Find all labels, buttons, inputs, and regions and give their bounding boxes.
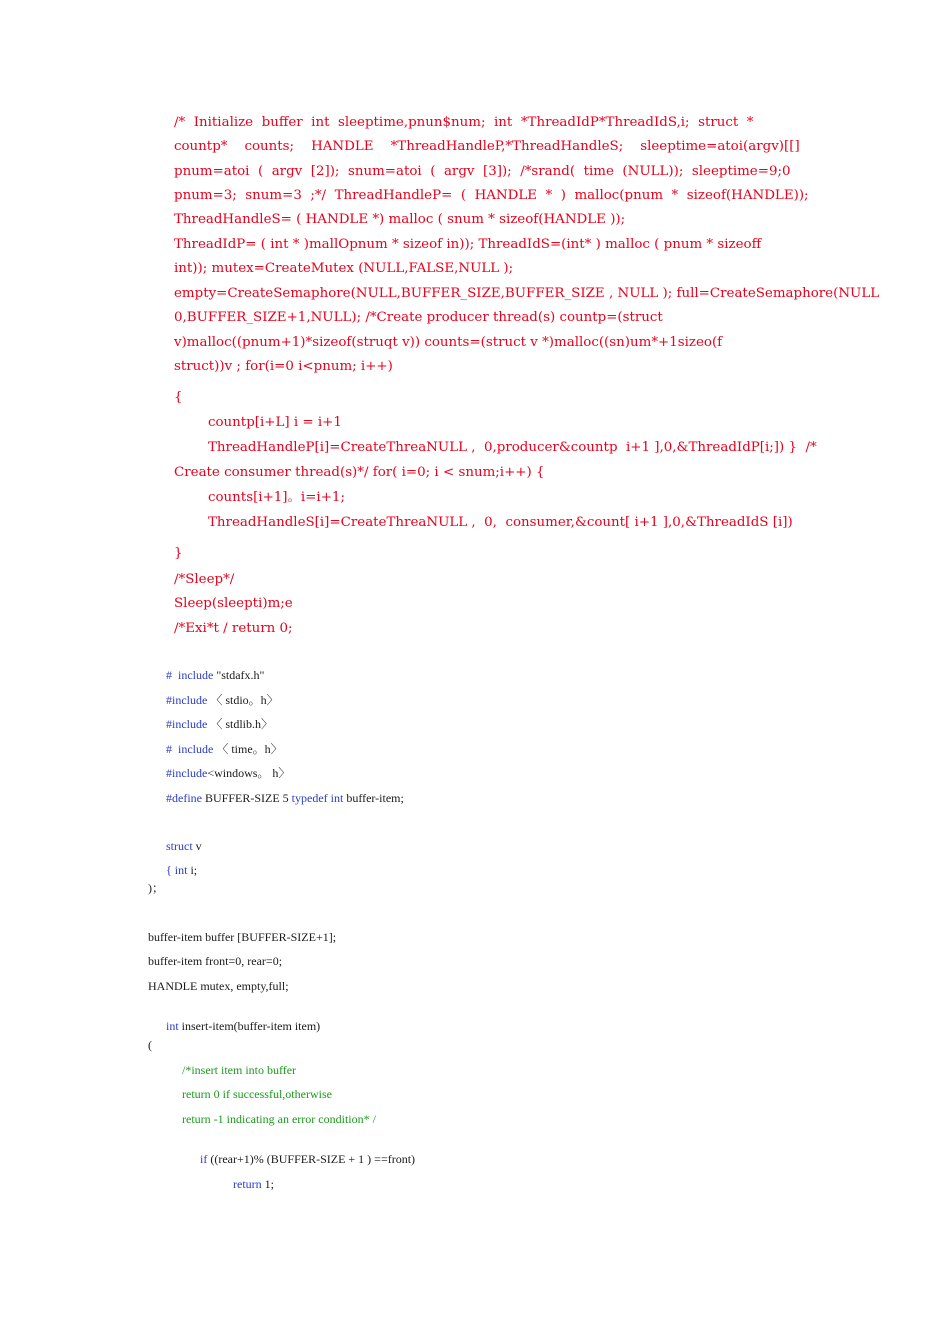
code-line: pnum=3; snum=3 ;*/ ThreadHandleP= ( HANDLE * ) malloc(pnum * sizeof(HANDLE)); xyxy=(174,188,809,203)
include-keyword: include xyxy=(178,668,214,682)
return-line xyxy=(215,1160,274,1208)
include-target: 〈 stdlib.h〉 xyxy=(210,717,274,731)
code-line: ThreadIdP= ( int * )mallOpnum * sizeof in)); ThreadIdS=(int* ) malloc ( pnum * sizeoff xyxy=(174,237,762,252)
code-line: countp[i+L] i = i+1 xyxy=(208,415,342,430)
code-line: ThreadHandleP[i]=CreateThreaNULL , 0,producer&countp i+1 ],0,&ThreadIdP[i;]) } /* xyxy=(208,440,817,455)
decl-line: buffer-item buffer [BUFFER-SIZE+1]; xyxy=(148,930,337,944)
include-target: 〈 stdio。h〉 xyxy=(210,693,279,707)
include-target: <windows。 h〉 xyxy=(207,766,291,780)
define-line xyxy=(148,774,404,822)
int-keyword: int xyxy=(174,863,188,877)
code-line: int)); mutex=CreateMutex (NULL,FALSE,NULL ); xyxy=(174,261,514,276)
code-line: pnum=atoi ( argv [2]); snum=atoi ( argv [3]); /*srand( time (NULL)); sleeptime=9;0 xyxy=(174,164,791,179)
include-keyword: #include xyxy=(166,693,208,707)
hash-token: # xyxy=(166,668,172,682)
brace-token: { xyxy=(166,863,172,877)
code-line: Sleep(sleepti)m;e xyxy=(174,596,293,611)
code-line: ThreadHandleS[i]=CreateThreaNULL , 0, consumer,&count[ i+1 ],0,&ThreadIdS [i]) xyxy=(208,515,793,530)
comment-line: return -1 indicating an error condition* / xyxy=(182,1112,376,1126)
if-keyword: if xyxy=(200,1152,208,1166)
include-target: "stdafx.h" xyxy=(216,668,265,682)
function-open: ( xyxy=(148,1038,152,1052)
code-line: { xyxy=(174,390,183,405)
if-condition: ((rear+1)% (BUFFER-SIZE + 1 ) ==front) xyxy=(210,1152,416,1166)
typedef-text: buffer-item; xyxy=(346,791,404,805)
member-text: i; xyxy=(190,863,198,877)
int-keyword: int xyxy=(330,791,344,805)
comment-line: /*insert item into buffer xyxy=(182,1063,297,1077)
comment-line: return 0 if successful,otherwise xyxy=(182,1087,332,1101)
code-line: /*Exi*t / return 0; xyxy=(174,621,293,636)
code-line: v)malloc((pnum+1)*sizeof(struqt v)) counts=(struct v *)malloc((sn)um*+1sizeo(f xyxy=(174,335,723,350)
include-keyword: #include xyxy=(166,717,208,731)
code-line: } xyxy=(174,546,183,561)
typedef-keyword: typedef xyxy=(291,791,328,805)
hash-token: # xyxy=(166,742,172,756)
struct-keyword: struct xyxy=(166,839,193,853)
code-line: /* Initialize buffer int sleeptime,pnun$num; int *ThreadIdP*ThreadIdS,i; struct * xyxy=(174,115,754,130)
code-line: countp* counts; HANDLE *ThreadHandleP,*ThreadHandleS; sleeptime=atoi(argv)[[] xyxy=(174,139,800,154)
return-keyword: return xyxy=(233,1177,262,1191)
include-keyword: include xyxy=(178,742,214,756)
decl-line: buffer-item front=0, rear=0; xyxy=(148,954,283,968)
define-keyword: #define xyxy=(166,791,202,805)
include-keyword: #include xyxy=(166,766,208,780)
function-name: insert-item(buffer-item item) xyxy=(181,1019,321,1033)
code-line: counts[i+1]。i=i+1; xyxy=(208,490,345,505)
code-line: Create consumer thread(s)*/ for( i=0; i < snum;i++) { xyxy=(174,465,545,480)
code-line: struct))v ; for(i=0 i<pnum; i++) xyxy=(174,359,393,374)
code-line: /*Sleep*/ xyxy=(174,572,235,587)
int-keyword: int xyxy=(166,1019,179,1033)
decl-line: HANDLE mutex, empty,full; xyxy=(148,979,289,993)
define-text: BUFFER-SIZE 5 xyxy=(204,791,289,805)
code-line: empty=CreateSemaphore(NULL,BUFFER_SIZE,BUFFER_SIZE , NULL ); full=CreateSemaphore(NULL xyxy=(174,286,880,301)
struct-close-line: )； xyxy=(148,881,164,895)
return-value: 1; xyxy=(264,1177,274,1191)
function-signature xyxy=(148,1002,320,1050)
struct-name: v xyxy=(195,839,202,853)
code-line: ThreadHandleS= ( HANDLE *) malloc ( snum * sizeof(HANDLE )); xyxy=(174,212,626,227)
code-line: 0,BUFFER_SIZE+1,NULL); /*Create producer thread(s) countp=(struct xyxy=(174,310,663,325)
include-target: 〈 time。h〉 xyxy=(216,742,283,756)
